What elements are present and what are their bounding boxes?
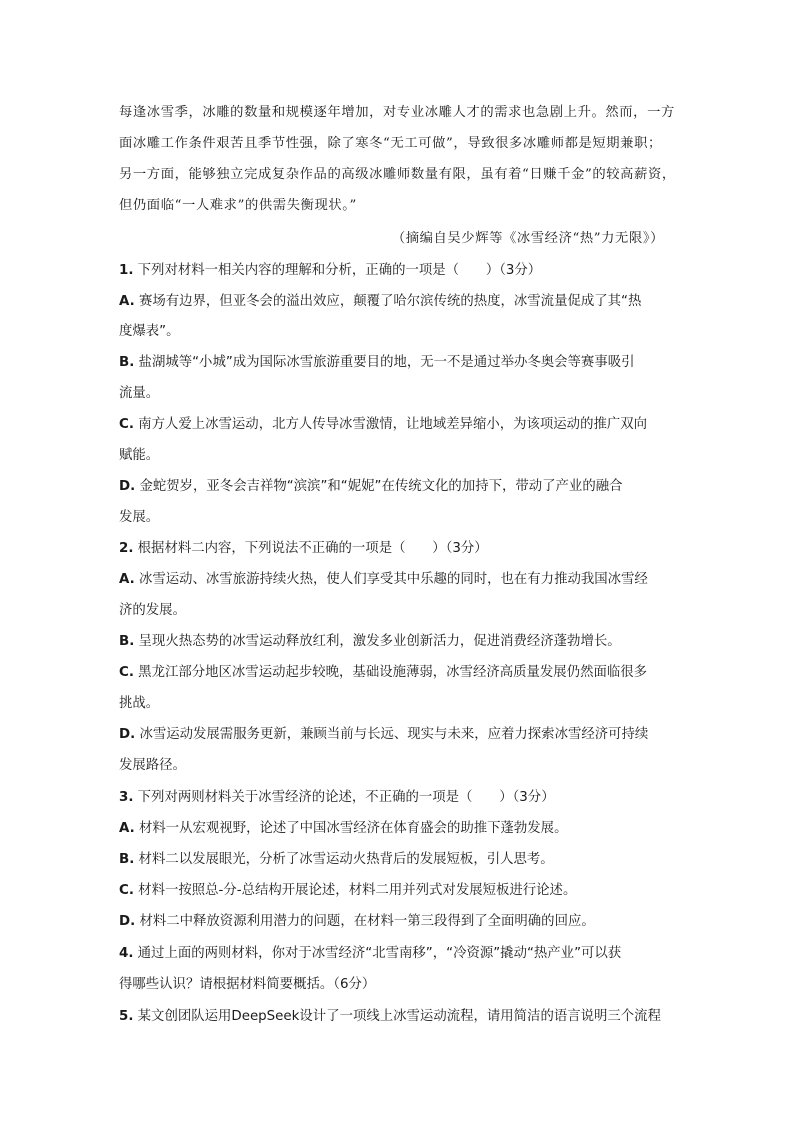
question-5 [119, 1008, 661, 1026]
option-label: A. [119, 821, 135, 836]
option-2d [119, 726, 648, 744]
option-1a [119, 293, 641, 311]
option-text: 冰雪运动发展需服务更新，兼顾当前与长远、现实与未来，应着力探索冰雪经济可持续 [135, 727, 649, 742]
option-text: 材料二以发展眼光，分析了冰雪运动火热背后的发展短板，引人思考。 [134, 852, 554, 867]
option-text-continued: 发展路径。 [119, 758, 186, 773]
passage-line: 面冰雕工作条件艰苦且季节性强，除了寒冬“无工可做”，导致很多冰雕师都是短期兼职； [119, 136, 662, 151]
option-text: 材料一按照总-分-总结构开展论述，材料二用并列式对发展短板进行论述。 [133, 883, 577, 898]
question-3 [119, 789, 555, 807]
option-3b [119, 851, 554, 869]
question-stem: 下列对材料一相关内容的理解和分析，正确的一项是（ ）（3分） [133, 263, 542, 278]
option-3c [119, 882, 576, 900]
option-2a [119, 571, 648, 589]
option-text: 南方人爱上冰雪运动，北方人传导冰雪激情，让地域差异缩小，为该项运动的推广双向 [133, 417, 648, 432]
passage-source: （摘编自吴少辉等《冰雪经济“热”力无限》） [391, 231, 664, 246]
question-number: 3. [119, 790, 134, 805]
option-text-continued: 发展。 [119, 510, 160, 525]
question-1 [119, 262, 541, 280]
option-label: A. [119, 294, 135, 309]
question-4 [119, 945, 621, 963]
question-stem: 通过上面的两则材料，你对于冰雪经济“北雪南移”，“冷资源”撬动“热产业”可以获 [133, 946, 622, 961]
question-number: 5. [119, 1009, 134, 1024]
option-label: D. [119, 727, 136, 742]
question-stem: 根据材料二内容，下列说法不正确的一项是（ ）（3分） [133, 541, 488, 556]
option-label: C. [119, 665, 134, 680]
option-2b [119, 633, 621, 651]
option-label: A. [119, 572, 135, 587]
option-label: D. [119, 914, 136, 929]
option-3d [119, 913, 595, 931]
option-text: 金蛇贺岁，亚冬会吉祥物“滨滨”和“妮妮”在传统文化的加持下，带动了产业的融合 [135, 479, 623, 494]
option-label: C. [119, 417, 134, 432]
question-number: 4. [119, 946, 134, 961]
passage-line: 另一方面，能够独立完成复杂作品的高级冰雕师数量有限，虽有着“日赚千金”的较高薪资， [119, 167, 676, 182]
passage-line: 但仍面临“一人难求”的供需失衡现状。” [119, 198, 357, 213]
option-label: C. [119, 883, 134, 898]
question-stem-continued: 得哪些认识？请根据材料简要概括。（6分） [119, 977, 376, 992]
option-text: 冰雪运动、冰雪旅游持续火热，使人们享受其中乐趣的同时，也在有力推动我国冰雪经 [134, 572, 648, 587]
option-text: 材料一从宏观视野，论述了中国冰雪经济在体育盛会的助推下蓬勃发展。 [134, 821, 568, 836]
option-text: 盐湖城等“小城”成为国际冰雪旅游重要目的地，无一不是通过举办冬奥会等赛事吸引 [134, 355, 635, 370]
option-1c [119, 416, 647, 434]
option-text: 材料二中释放资源利用潜力的问题，在材料一第三段得到了全面明确的回应。 [135, 914, 595, 929]
question-number: 2. [119, 541, 134, 556]
question-stem: 某文创团队运用DeepSeek设计了一项线上冰雪运动流程，请用简洁的语言说明三个流程 [133, 1009, 661, 1024]
option-1b [119, 354, 635, 372]
question-2 [119, 540, 488, 558]
option-text-continued: 挑战。 [119, 696, 160, 711]
option-3a [119, 820, 567, 838]
option-text: 呈现火热态势的冰雪运动释放红利，激发多业创新活力，促进消费经济蓬勃增长。 [134, 634, 621, 649]
option-2c [119, 664, 647, 682]
option-text-continued: 流量。 [119, 386, 160, 401]
question-number: 1. [119, 263, 134, 278]
option-label: B. [119, 852, 135, 867]
option-label: D. [119, 479, 136, 494]
option-label: B. [119, 355, 135, 370]
question-stem: 下列对两则材料关于冰雪经济的论述，不正确的一项是（ ）（3分） [133, 790, 555, 805]
option-text: 赛场有边界，但亚冬会的溢出效应，颠覆了哈尔滨传统的热度，冰雪流量促成了其“热 [134, 294, 642, 309]
option-text-continued: 赋能。 [119, 448, 160, 463]
option-text-continued: 济的发展。 [119, 603, 186, 618]
option-text: 黑龙江部分地区冰雪运动起步较晚，基础设施薄弱，冰雪经济高质量发展仍然面临很多 [133, 665, 648, 680]
option-1d [119, 478, 623, 496]
option-label: B. [119, 634, 135, 649]
passage-line: 每逢冰雪季，冰雕的数量和规模逐年增加，对专业冰雕人才的需求也急剧上升。然而，一方 [119, 105, 675, 120]
option-text-continued: 度爆表”。 [119, 324, 180, 339]
